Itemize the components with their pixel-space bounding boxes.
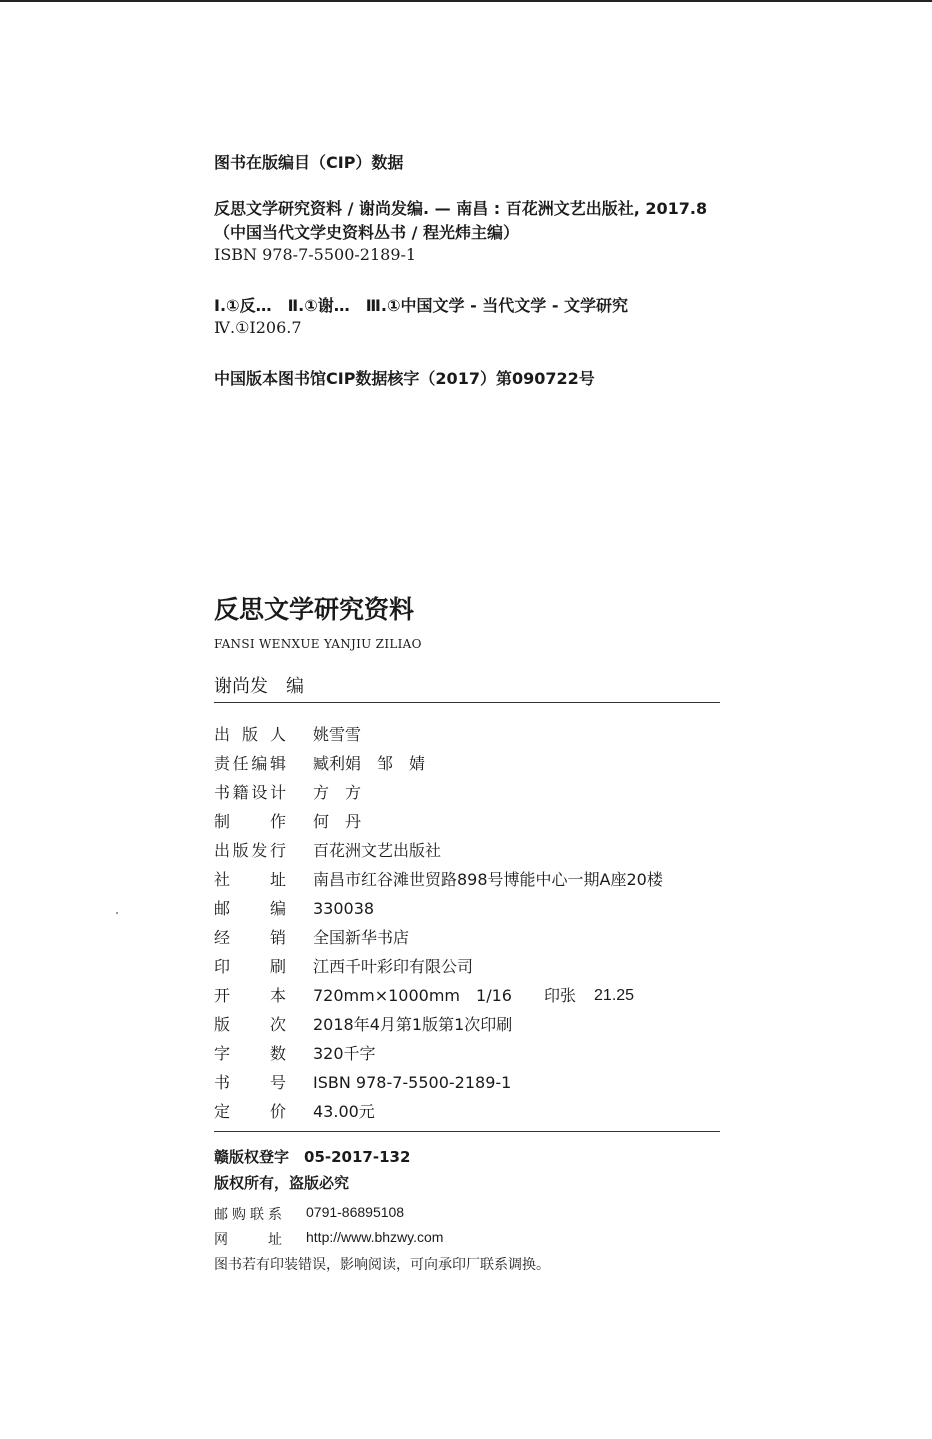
- label: 印 刷: [214, 957, 286, 976]
- label: 经 销: [214, 928, 286, 947]
- row-format: [214, 983, 734, 1012]
- value: 何 丹: [313, 812, 362, 831]
- value: 2018年4月第1版第1次印刷: [313, 1015, 513, 1034]
- cip-heading: 图书在版编目（CIP）数据: [214, 153, 404, 172]
- label: 版 次: [214, 1015, 286, 1034]
- website-link[interactable]: http://www.bhzwy.com: [306, 1229, 444, 1245]
- value: 百花洲文艺出版社: [313, 841, 442, 860]
- label: 邮 编: [214, 899, 286, 918]
- label: 书 号: [214, 1073, 286, 1092]
- sheets-value: 21.25: [594, 987, 635, 1004]
- label: 书 籍 设 计: [214, 783, 286, 802]
- label: 责 任 编 辑: [214, 754, 286, 773]
- sheets-label: 印张: [544, 986, 577, 1005]
- label: 网 址: [214, 1232, 282, 1248]
- rights-statement: 版权所有，盗版必究: [214, 1174, 350, 1192]
- value: 0791-86895108: [306, 1204, 405, 1220]
- label: 开 本: [214, 986, 286, 1005]
- row-postcode: [214, 896, 734, 925]
- value: 全国新华书店: [313, 928, 410, 947]
- value: 43.00元: [313, 1102, 375, 1121]
- value: 姚雪雪: [313, 725, 362, 744]
- mail-order-contact: [214, 1204, 404, 1224]
- value: 方 方: [313, 783, 362, 802]
- value: ISBN 978-7-5500-2189-1: [313, 1073, 512, 1092]
- row-publisher-person: [214, 722, 734, 751]
- row-book-number: [214, 1070, 734, 1099]
- publication-details: [214, 722, 734, 1128]
- row-production: [214, 809, 734, 838]
- label: 制 作: [214, 812, 286, 831]
- cip-class-line2: Ⅳ.①I206.7: [214, 318, 302, 337]
- print-error-notice: 图书若有印装错误，影响阅读，可向承印厂联系调换。: [214, 1257, 550, 1273]
- divider-top: [214, 702, 720, 703]
- value: 江西千叶彩印有限公司: [313, 957, 474, 976]
- cip-record-line2: （中国当代文学史资料丛书 / 程光炜主编）: [214, 223, 519, 242]
- cip-record-line1: 反思文学研究资料 / 谢尚发编. — 南昌 : 百花洲文艺出版社, 2017.8: [214, 199, 708, 218]
- website: [214, 1229, 443, 1249]
- copyright-registration: 赣版权登字 05-2017-132: [214, 1148, 411, 1166]
- label: 出 版 人: [214, 725, 286, 744]
- book-title: 反思文学研究资料: [214, 595, 415, 624]
- divider-bottom: [214, 1131, 720, 1132]
- cip-class-line1: Ⅰ.①反… Ⅱ.①谢… Ⅲ.①中国文学 - 当代文学 - 文学研究: [214, 296, 629, 315]
- row-word-count: [214, 1041, 734, 1070]
- value: 南昌市红谷滩世贸路898号博能中心一期A座20楼: [313, 870, 663, 889]
- cip-isbn-line: ISBN 978-7-5500-2189-1: [214, 245, 417, 264]
- row-address: [214, 867, 734, 896]
- label: 社 址: [214, 870, 286, 889]
- label: 邮 购 联 系: [214, 1207, 282, 1223]
- cip-approval-number: 中国版本图书馆CIP数据核字（2017）第090722号: [214, 369, 595, 388]
- row-distributor: [214, 838, 734, 867]
- value: 720mm×1000mm 1/16: [313, 986, 512, 1005]
- row-printer: [214, 954, 734, 983]
- label: 字 数: [214, 1044, 286, 1063]
- book-editor: 谢尚发 编: [214, 676, 304, 697]
- label: 出 版 发 行: [214, 841, 286, 860]
- row-sales: [214, 925, 734, 954]
- book-title-pinyin: FANSI WENXUE YANJIU ZILIAO: [214, 637, 422, 651]
- label: 定 价: [214, 1102, 286, 1121]
- top-border: [0, 0, 932, 2]
- value: 320千字: [313, 1044, 376, 1063]
- row-editors: [214, 751, 734, 780]
- row-design: [214, 780, 734, 809]
- scan-speck: [116, 912, 118, 914]
- value: 臧利娟 邹 婧: [313, 754, 426, 773]
- row-price: [214, 1099, 734, 1128]
- value: 330038: [313, 899, 375, 918]
- row-edition: [214, 1012, 734, 1041]
